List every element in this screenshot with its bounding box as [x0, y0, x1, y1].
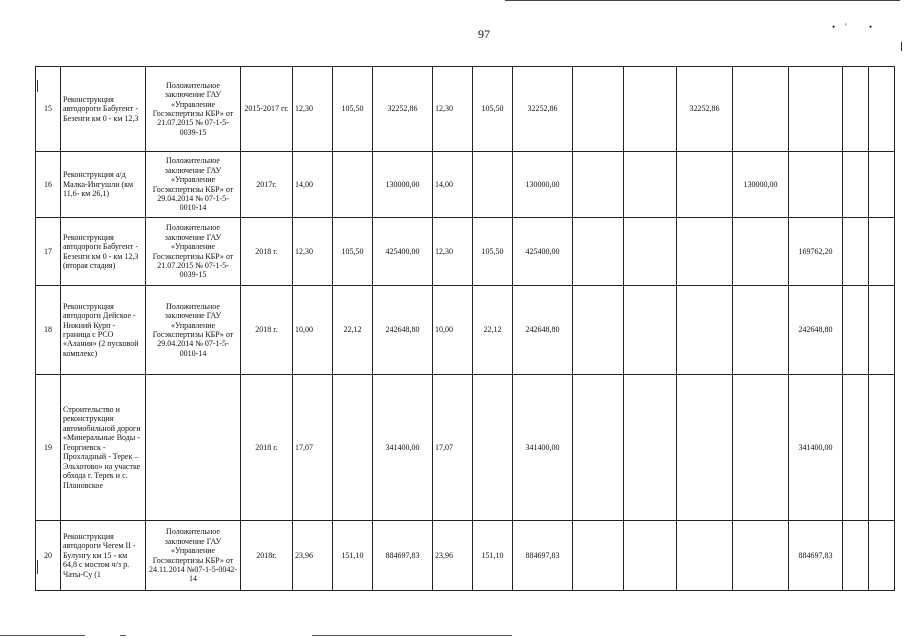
year-amount-3 — [677, 521, 733, 591]
expert-conclusion: Положительное заключение ГАУ «Управление Госэкспертизы КБР» от 21.07.2015 № 07-1-5-0039-15 — [146, 218, 241, 286]
implementation-years: 2015-2017 гг. — [241, 67, 293, 152]
expert-conclusion: Положительное заключение ГАУ «Управление Госэкспертизы КБР» от 29.04.2014 № 07-1-5-0010-14 — [146, 286, 241, 375]
year-amount-1 — [573, 152, 624, 218]
year-amount-7 — [869, 218, 895, 286]
year-amount-4 — [733, 521, 789, 591]
row-number: 18 — [36, 286, 61, 375]
row-number: 17 — [36, 218, 61, 286]
year-amount-6 — [843, 375, 869, 521]
cost-value: 130000,00 — [373, 152, 433, 218]
edge-mark — [901, 42, 902, 51]
year-amount-4 — [733, 218, 789, 286]
project-name: Строительство и реконструкция автомобильной дороги «Минеральные Воды - Георгиевск - Прохладный - Терек – Эльхотово» на участке обхода г. Терек и с. Плановское — [61, 375, 146, 521]
length-value-2: 10,00 — [433, 286, 473, 375]
length-value-2: 12,30 — [433, 218, 473, 286]
year-amount-6 — [843, 521, 869, 591]
bridge-value — [333, 152, 373, 218]
road-projects-table — [35, 66, 895, 591]
year-amount-2 — [624, 67, 677, 152]
year-amount-3 — [677, 218, 733, 286]
expert-conclusion — [146, 375, 241, 521]
year-amount-5: 341400,00 — [789, 375, 843, 521]
table-row — [36, 218, 895, 286]
row-number: 20 — [36, 521, 61, 591]
cost-value-2: 425400,00 — [513, 218, 573, 286]
bottom-rule — [312, 635, 512, 636]
length-value-2: 17,07 — [433, 375, 473, 521]
length-value: 12,30 — [293, 218, 333, 286]
year-amount-7 — [869, 152, 895, 218]
project-name: Реконструкция а/д Малка-Ингушли (км 11,6- км 26,1) — [61, 152, 146, 218]
cost-value: 884697,83 — [373, 521, 433, 591]
row-number: 16 — [36, 152, 61, 218]
bridge-value: 105,50 — [333, 218, 373, 286]
table-row — [36, 375, 895, 521]
implementation-years: 2018г. — [241, 521, 293, 591]
year-amount-2 — [624, 521, 677, 591]
bottom-rule — [120, 635, 126, 636]
year-amount-1 — [573, 375, 624, 521]
implementation-years: 2018 г. — [241, 218, 293, 286]
implementation-years: 2017г. — [241, 152, 293, 218]
year-amount-3: 32252,86 — [677, 67, 733, 152]
bridge-value: 22,12 — [333, 286, 373, 375]
year-amount-3 — [677, 375, 733, 521]
year-amount-3 — [677, 152, 733, 218]
cost-value: 32252,86 — [373, 67, 433, 152]
bridge-value-2: 105,50 — [473, 67, 513, 152]
length-value: 14,00 — [293, 152, 333, 218]
year-amount-5: 169762,20 — [789, 218, 843, 286]
year-amount-7 — [869, 286, 895, 375]
cost-value-2: 341400,00 — [513, 375, 573, 521]
row-number: 15 — [36, 67, 61, 152]
cost-value: 425400,00 — [373, 218, 433, 286]
year-amount-6 — [843, 152, 869, 218]
bridge-value: 151,10 — [333, 521, 373, 591]
year-amount-1 — [573, 521, 624, 591]
year-amount-4 — [733, 67, 789, 152]
year-amount-4: 130000,00 — [733, 152, 789, 218]
corner-marks: •' • — [832, 22, 883, 32]
bridge-value-2: 105,50 — [473, 218, 513, 286]
year-amount-7 — [869, 375, 895, 521]
top-rule — [505, 0, 900, 1]
cost-value: 242648,80 — [373, 286, 433, 375]
expert-conclusion: Положительное заключение ГАУ «Управление Госэкспертизы КБР» от 29.04.2014 № 07-1-5-0010-14 — [146, 152, 241, 218]
table-row — [36, 521, 895, 591]
length-value-2: 23,96 — [433, 521, 473, 591]
project-name: Реконструкция автодороги Чегем II - Булунгу км 15 - км 64,8 с мостом ч/з р. Чаты-Су (1 — [61, 521, 146, 591]
year-amount-4 — [733, 286, 789, 375]
year-amount-2 — [624, 286, 677, 375]
table-row — [36, 286, 895, 375]
year-amount-6 — [843, 67, 869, 152]
year-amount-5: 884697,83 — [789, 521, 843, 591]
bridge-value-2: 22,12 — [473, 286, 513, 375]
year-amount-2 — [624, 375, 677, 521]
year-amount-5: 242648,80 — [789, 286, 843, 375]
year-amount-2 — [624, 218, 677, 286]
bridge-value-2: 151,10 — [473, 521, 513, 591]
cost-value-2: 884697,83 — [513, 521, 573, 591]
year-amount-1 — [573, 67, 624, 152]
bridge-value-2 — [473, 375, 513, 521]
year-amount-2 — [624, 152, 677, 218]
expert-conclusion: Положительное заключение ГАУ «Управление Госэкспертизы КБР» от 24.11.2014 №07-1-5-0042-14 — [146, 521, 241, 591]
year-amount-6 — [843, 218, 869, 286]
year-amount-1 — [573, 286, 624, 375]
length-value: 23,96 — [293, 521, 333, 591]
year-amount-3 — [677, 286, 733, 375]
cost-value-2: 130000,00 — [513, 152, 573, 218]
implementation-years: 2018 г. — [241, 375, 293, 521]
bridge-value-2 — [473, 152, 513, 218]
page-number: 97 — [478, 27, 490, 41]
cost-value-2: 242648,80 — [513, 286, 573, 375]
table-row — [36, 152, 895, 218]
implementation-years: 2018 г. — [241, 286, 293, 375]
bottom-rule — [0, 635, 85, 636]
length-value: 10,00 — [293, 286, 333, 375]
year-amount-5 — [789, 152, 843, 218]
year-amount-1 — [573, 218, 624, 286]
year-amount-7 — [869, 521, 895, 591]
project-name: Реконструкция автодороги Бабугент - Безенги км 0 - км 12,3 — [61, 67, 146, 152]
year-amount-6 — [843, 286, 869, 375]
expert-conclusion: Положительное заключение ГАУ «Управление Госэкспертизы КБР» от 21.07.2015 № 07-1-5-0039-15 — [146, 67, 241, 152]
project-name: Реконструкция автодороги Бабугент - Безенги км 0 - км 12,3 (вторая стадия) — [61, 218, 146, 286]
table-row — [36, 67, 895, 152]
cost-value-2: 32252,86 — [513, 67, 573, 152]
row-number: 19 — [36, 375, 61, 521]
length-value-2: 14,00 — [433, 152, 473, 218]
bridge-value: 105,50 — [333, 67, 373, 152]
year-amount-5 — [789, 67, 843, 152]
bridge-value — [333, 375, 373, 521]
length-value-2: 12,30 — [433, 67, 473, 152]
project-name: Реконструкция автодороги Дейское - Нижний Курп - граница с РСО «Алания» (2 пусковой комплекс) — [61, 286, 146, 375]
length-value: 12,30 — [293, 67, 333, 152]
cost-value: 341400,00 — [373, 375, 433, 521]
year-amount-7 — [869, 67, 895, 152]
length-value: 17,07 — [293, 375, 333, 521]
year-amount-4 — [733, 375, 789, 521]
